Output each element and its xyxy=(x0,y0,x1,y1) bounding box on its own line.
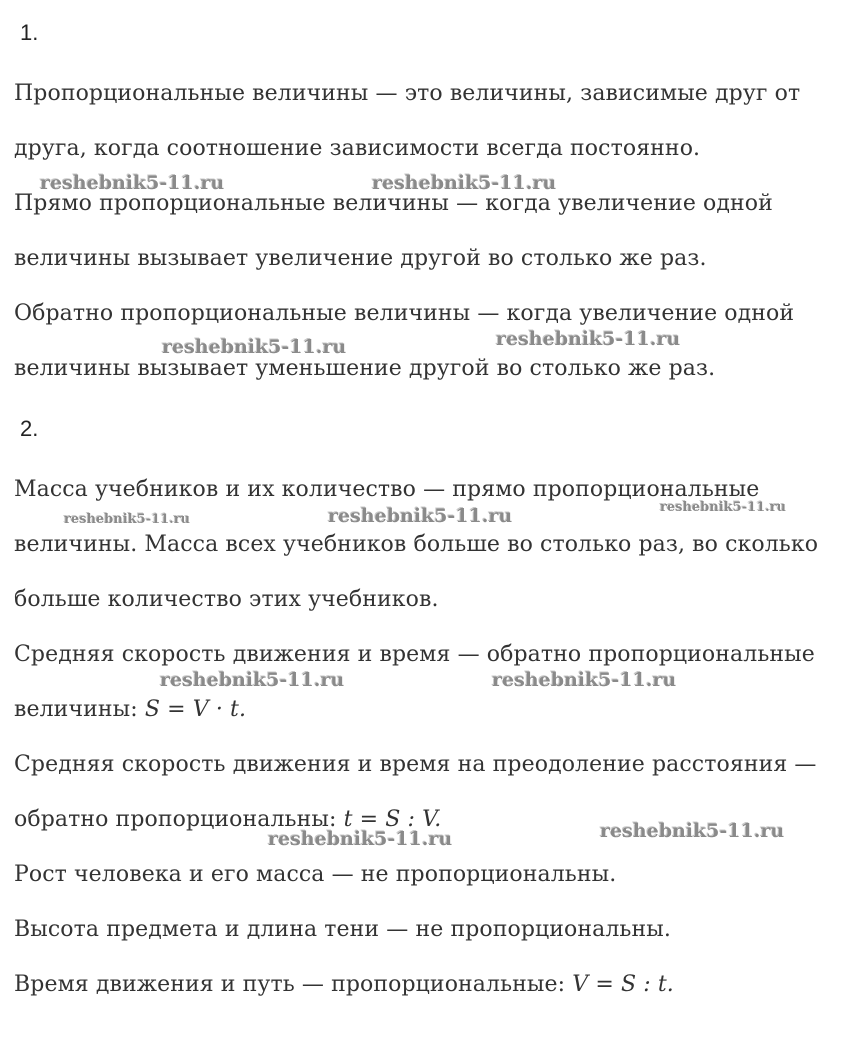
text-line: Высота предмета и длина тени — не пропорциональны. xyxy=(14,917,671,942)
text-line: величины. Масса всех учебников больше во столько раз, во сколько xyxy=(14,532,819,557)
watermark: reshebnik5-11.ru xyxy=(268,828,453,850)
text-line: Рост человека и его масса — не пропорциональны. xyxy=(14,862,617,887)
section-number-1: 1. xyxy=(20,20,39,45)
formula-speed: V = S : t. xyxy=(572,972,674,997)
text-fragment: обратно пропорциональны: xyxy=(14,807,337,832)
formula-distance: S = V · t. xyxy=(144,697,247,722)
watermark: reshebnik5-11.ru xyxy=(496,328,681,350)
watermark: reshebnik5-11.ru xyxy=(328,505,513,527)
text-line: величины вызывает увеличение другой во столько же раз. xyxy=(14,246,707,271)
text-line: величины вызывает уменьшение другой во столько же раз. xyxy=(14,356,716,381)
watermark: reshebnik5-11.ru xyxy=(660,500,787,515)
text-fragment: Время движения и путь — пропорциональные: xyxy=(14,972,566,997)
text-line: друга, когда соотношение зависимости всегда постоянно. xyxy=(14,136,701,161)
text-line: Средняя скорость движения и время — обратно пропорциональные xyxy=(14,642,815,667)
section-number-2: 2. xyxy=(20,416,39,441)
watermark: reshebnik5-11.ru xyxy=(492,669,677,691)
text-line: Пропорциональные величины — это величины, зависимые друг от xyxy=(14,81,801,106)
watermark: reshebnik5-11.ru xyxy=(372,172,557,194)
text-fragment: величины: xyxy=(14,697,138,722)
text-line: Прямо пропорциональные величины — когда увеличение одной xyxy=(14,191,773,216)
watermark: reshebnik5-11.ru xyxy=(40,172,225,194)
watermark: reshebnik5-11.ru xyxy=(160,669,345,691)
formula-time: t = S : V. xyxy=(343,807,442,832)
text-line: Масса учебников и их количество — прямо пропорциональные xyxy=(14,477,760,502)
watermark: reshebnik5-11.ru xyxy=(600,820,785,842)
text-line: Средняя скорость движения и время на преодоление расстояния — xyxy=(14,752,817,777)
text-line-with-formula xyxy=(14,972,674,997)
watermark: reshebnik5-11.ru xyxy=(64,512,191,527)
text-line: больше количество этих учебников. xyxy=(14,587,439,612)
text-line: Обратно пропорциональные величины — когда увеличение одной xyxy=(14,301,795,326)
text-line-with-formula xyxy=(14,697,246,722)
watermark: reshebnik5-11.ru xyxy=(162,336,347,358)
